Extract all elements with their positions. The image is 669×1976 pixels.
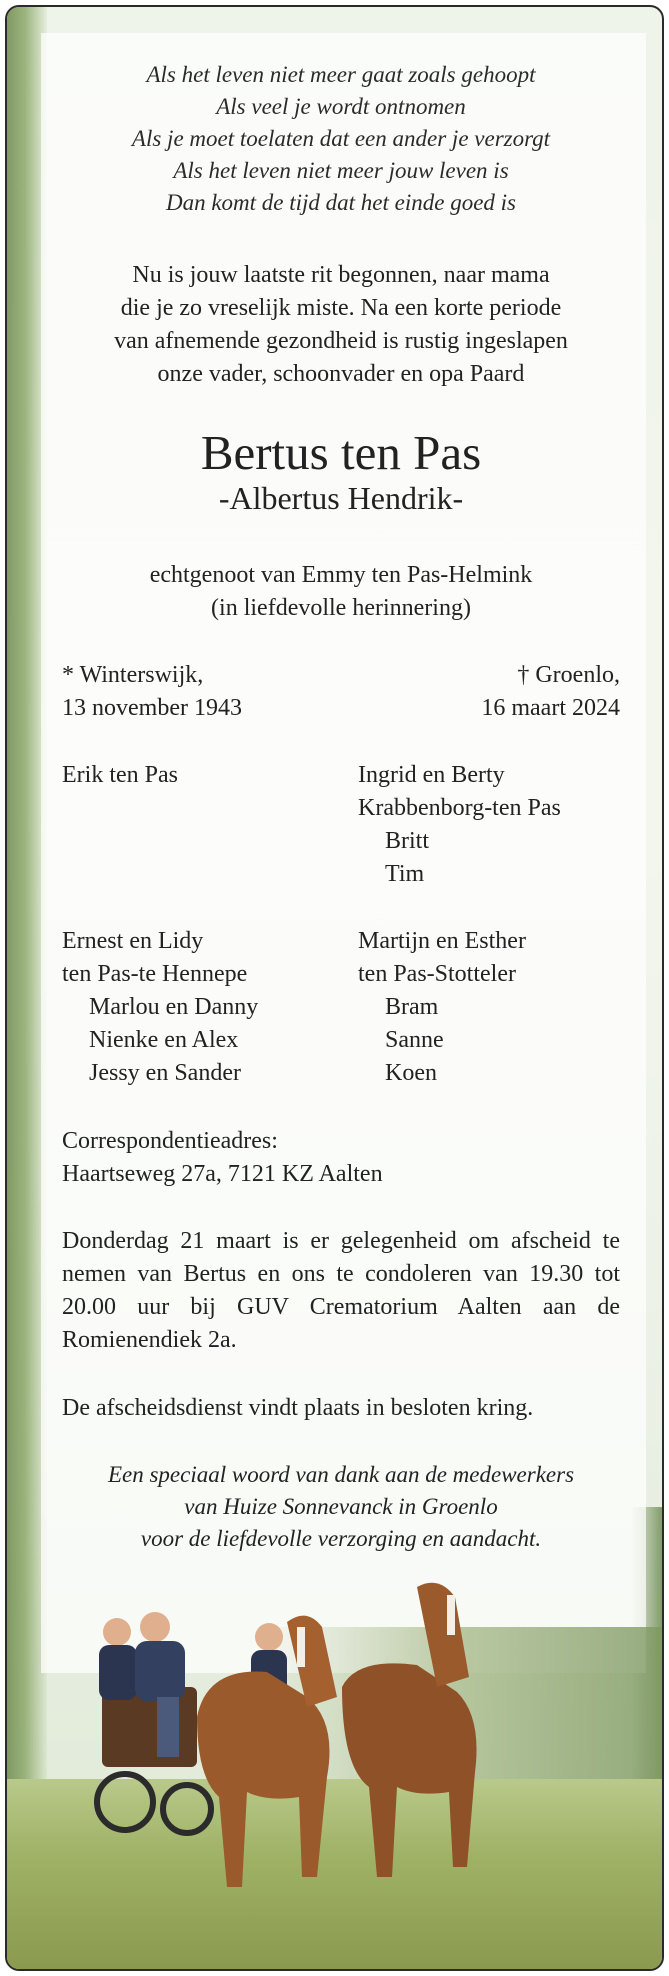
correspondence <box>62 1125 620 1191</box>
grandchild-name: Nienke en Alex <box>89 1027 239 1053</box>
family-name: Ingrid en Berty <box>358 762 505 788</box>
family-group <box>358 759 628 891</box>
obituary-card <box>5 5 664 1971</box>
poem-line: Dan komt de tijd dat het einde goed is <box>165 190 517 215</box>
family-name: Martijn en Esther <box>358 928 526 954</box>
intro-line: onze vader, schoonvader en opa Paard <box>157 361 525 387</box>
intro-line: van afnemende gezondheid is rustig ingeslapen <box>114 328 568 354</box>
grandchild-name: Jessy en Sander <box>89 1060 241 1086</box>
thanks-line: van Huize Sonnevanck in Groenlo <box>184 1494 498 1519</box>
grandchild-name: Britt <box>385 828 430 854</box>
birth-info <box>62 659 242 725</box>
poem <box>62 59 620 219</box>
thanks-line: Een speciaal woord van dank aan de medewerkers <box>107 1462 575 1487</box>
horse-carriage-photo <box>7 1547 662 1969</box>
intro-line: Nu is jouw laatste rit begonnen, naar mama <box>132 262 550 288</box>
grandchild-name: Sanne <box>385 1027 444 1053</box>
grandchild-name: Marlou en Danny <box>89 994 259 1020</box>
intro-line: die je zo vreselijk miste. Na een korte periode <box>120 295 562 321</box>
family-name: Ernest en Lidy <box>62 928 204 954</box>
poem-line: Als het leven niet meer jouw leven is <box>173 158 509 183</box>
horses <box>197 1583 477 1887</box>
poem-line: Als veel je wordt ontnomen <box>216 94 466 119</box>
grandchild-name: Tim <box>385 861 425 887</box>
spouse-line: (in liefdevolle herinnering) <box>211 595 471 621</box>
family-name: ten Pas-te Hennepe <box>62 961 248 987</box>
visitation-info: Donderdag 21 maart is er gelegenheid om afscheid te nemen van Bertus en ons te condoleren van 19.30 tot 20.00 uur bij GUV Crematorium Aalten aan de Romienendiek 2a. <box>62 1228 620 1353</box>
family-name: Krabbenborg-ten Pas <box>358 795 561 821</box>
carriage <box>97 1687 211 1833</box>
spouse-line: echtgenoot van Emmy ten Pas-Helmink <box>149 562 533 588</box>
family-group <box>358 925 628 1090</box>
poem-line: Als je moet toelaten dat een ander je verzorgt <box>131 126 551 151</box>
thanks-text <box>62 1459 620 1555</box>
family-group <box>62 759 352 792</box>
family-name: ten Pas-Stotteler <box>358 961 516 987</box>
correspondence-label: Correspondentieadres: <box>62 1128 278 1154</box>
deceased-full-name: -Albertus Hendrik- <box>218 480 464 516</box>
correspondence-address: Haartseweg 27a, 7121 KZ Aalten <box>62 1161 383 1187</box>
grandchild-name: Bram <box>385 994 439 1020</box>
carriage-illustration <box>7 1547 662 1969</box>
poem-line: Als het leven niet meer gaat zoals gehoopt <box>146 62 536 87</box>
death-info <box>481 659 620 725</box>
family-name: Erik ten Pas <box>62 762 178 788</box>
grandchild-name: Koen <box>385 1060 437 1086</box>
thanks-line: voor de liefdevolle verzorging en aandacht. <box>140 1526 542 1551</box>
spouse-text <box>62 559 620 625</box>
birth-place: * Winterswijk, <box>62 662 204 688</box>
deceased-name: Bertus ten Pas <box>200 425 482 480</box>
family-group <box>62 925 352 1090</box>
birth-date: 13 november 1943 <box>62 695 242 721</box>
service-info: De afscheidsdienst vindt plaats in besloten kring. <box>62 1395 534 1421</box>
intro-text <box>62 259 620 391</box>
death-place: † Groenlo, <box>517 662 620 688</box>
death-date: 16 maart 2024 <box>481 695 620 721</box>
